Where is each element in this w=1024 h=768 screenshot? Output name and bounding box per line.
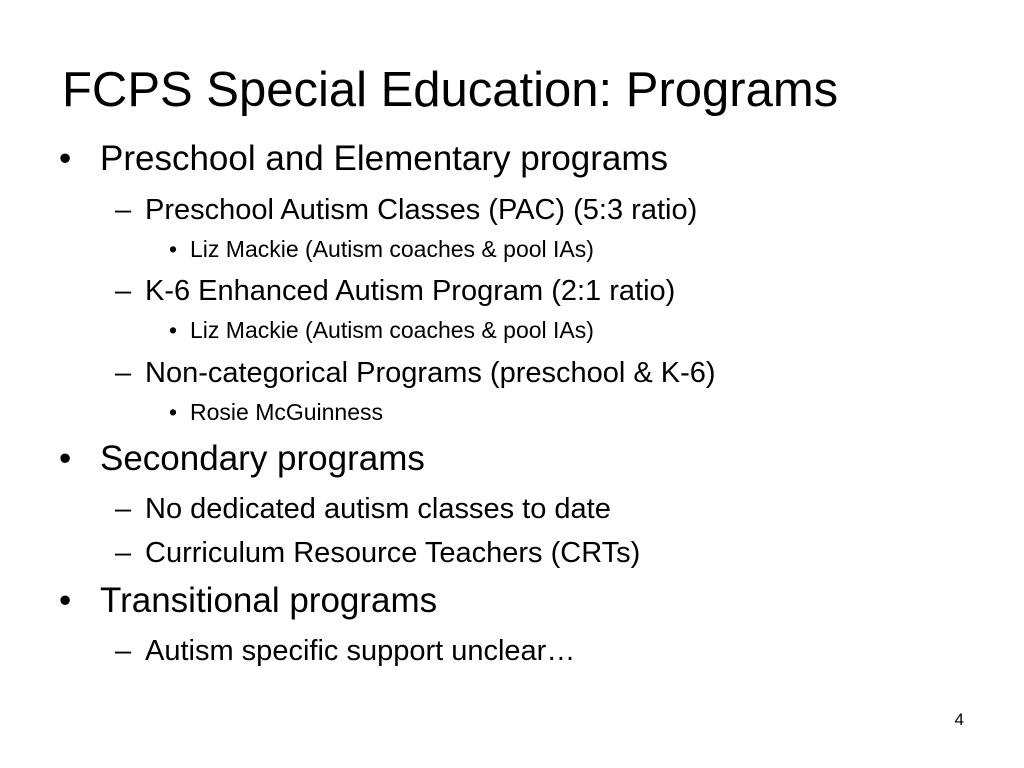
sub-sub-item	[169, 317, 594, 343]
sub-sub-item	[169, 236, 594, 262]
sub-sub-item-text: Liz Mackie (Autism coaches & pool IAs)	[190, 236, 594, 262]
bullet-marker: •	[169, 399, 178, 425]
bullet-item	[59, 139, 669, 179]
bullet-item	[59, 581, 438, 621]
slide-title: FCPS Special Education: Programs	[62, 63, 839, 117]
page-number: 4	[954, 710, 964, 729]
bullet-marker: •	[59, 581, 72, 620]
bullet-marker: •	[169, 317, 178, 343]
dash-marker: –	[115, 635, 132, 667]
dash-marker: –	[115, 537, 132, 569]
sub-item-text: Preschool Autism Classes (PAC) (5:3 ratio)	[145, 194, 698, 226]
sub-item	[115, 194, 698, 227]
sub-item-text: No dedicated autism classes to date	[145, 493, 611, 525]
sub-item	[115, 493, 611, 526]
dash-marker: –	[115, 493, 132, 525]
sub-item	[115, 537, 641, 570]
dash-marker: –	[115, 275, 132, 307]
sub-item-text: Non-categorical Programs (preschool & K-6)	[145, 357, 716, 389]
bullet-marker: •	[59, 139, 72, 178]
bullet-item	[59, 439, 425, 479]
sub-item-text: K-6 Enhanced Autism Program (2:1 ratio)	[145, 275, 676, 307]
sub-item	[115, 357, 716, 390]
dash-marker: –	[115, 357, 132, 389]
sub-sub-item-text: Liz Mackie (Autism coaches & pool IAs)	[190, 317, 594, 343]
bullet-marker: •	[169, 236, 178, 262]
bullet-text: Preschool and Elementary programs	[100, 139, 669, 178]
dash-marker: –	[115, 194, 132, 226]
sub-item	[115, 635, 576, 668]
sub-sub-item-text: Rosie McGuinness	[190, 399, 384, 425]
bullet-text: Transitional programs	[100, 581, 438, 620]
sub-item	[115, 275, 676, 308]
sub-item-text: Autism specific support unclear…	[145, 635, 576, 667]
bullet-text: Secondary programs	[100, 439, 425, 478]
bullet-marker: •	[59, 439, 72, 478]
sub-sub-item	[169, 399, 384, 425]
sub-item-text: Curriculum Resource Teachers (CRTs)	[145, 537, 641, 569]
